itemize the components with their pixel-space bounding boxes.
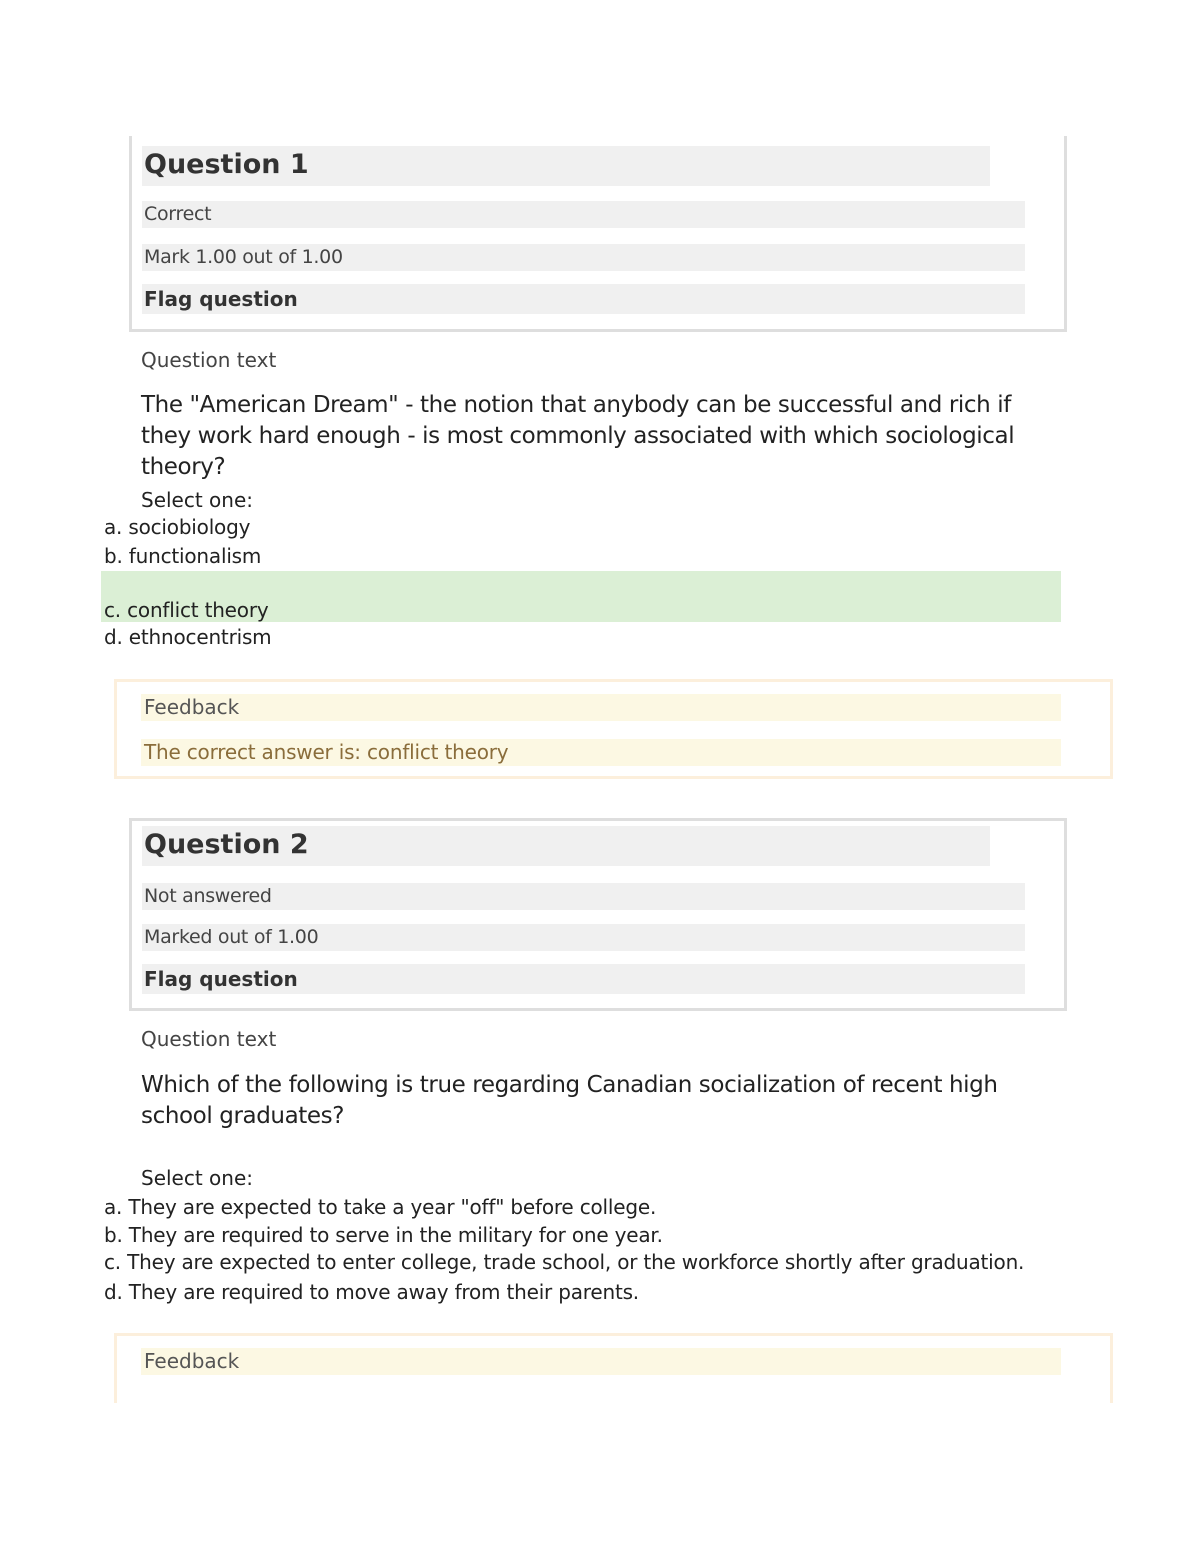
question-2-info: [129, 818, 1067, 1011]
question-2-state: Not answered: [142, 883, 1025, 910]
question-2-feedback: [114, 1333, 1113, 1403]
question-1-state: Correct: [142, 201, 1025, 228]
question-2-answer-c[interactable]: c. They are expected to enter college, trade school, or the workforce shortly after graduation.: [104, 1250, 1025, 1274]
question-1-answer-d[interactable]: d. ethnocentrism: [104, 625, 272, 649]
question-1-title: Question 1: [142, 146, 990, 186]
question-1-answer-a[interactable]: a. sociobiology: [104, 515, 251, 539]
question-2-text-label: Question text: [141, 1027, 277, 1051]
question-1-feedback-text: The correct answer is: conflict theory: [141, 739, 1061, 766]
question-1-flag-button[interactable]: Flag question: [142, 284, 1025, 314]
question-2-flag-button[interactable]: Flag question: [142, 964, 1025, 994]
question-2-answer-b[interactable]: b. They are required to serve in the military for one year.: [104, 1223, 663, 1247]
question-2-text: Which of the following is true regarding Canadian socialization of recent high school graduates?: [141, 1072, 998, 1129]
question-1-feedback-label: Feedback: [141, 694, 1061, 721]
question-1-info: [129, 136, 1067, 332]
question-2-feedback-label: Feedback: [141, 1348, 1061, 1375]
question-1-text-label: Question text: [141, 348, 277, 372]
question-1-answer-b[interactable]: b. functionalism: [104, 544, 262, 568]
question-2-answer-d[interactable]: d. They are required to move away from their parents.: [104, 1280, 639, 1304]
question-1-text: The "American Dream" - the notion that anybody can be successful and rich if they work hard enough - is most commonly associated with which sociological theory?: [141, 392, 1015, 480]
question-1-feedback: [114, 679, 1113, 779]
question-2-answer-a[interactable]: a. They are expected to take a year "off" before college.: [104, 1195, 657, 1219]
question-1-select-label: Select one:: [141, 488, 254, 512]
question-1-grade: Mark 1.00 out of 1.00: [142, 244, 1025, 271]
question-2-grade: Marked out of 1.00: [142, 924, 1025, 951]
question-2-title: Question 2: [142, 826, 990, 866]
question-2-select-label: Select one:: [141, 1166, 254, 1190]
question-1-answer-c[interactable]: c. conflict theory: [104, 598, 269, 622]
